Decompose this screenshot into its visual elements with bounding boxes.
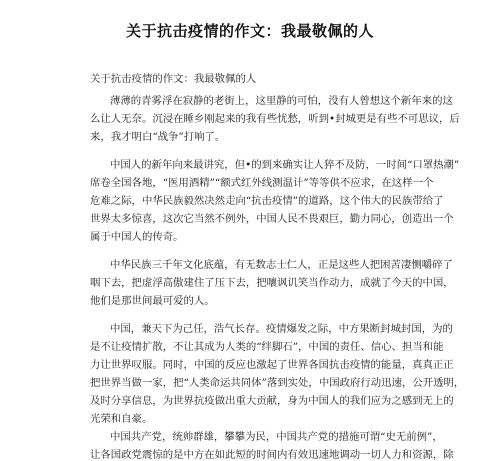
text-line-content: 么让人无奈。沉浸在睡乡刚起来的我有些忧愁，听到•封城更是有些不可思议，后 bbox=[90, 113, 460, 125]
text-line-content: 世界太多惊喜，这次它当然不例外，中国人民不畏艰巨，勤力同心，创造出一个 bbox=[90, 213, 454, 225]
text-line-content: 中国人的新年向来最讲究，但•的到来确实让人猝不及防，一时间“口罩热潮” bbox=[110, 159, 460, 171]
text-line-content: 他们是那世间最可爱的人。 bbox=[90, 295, 215, 307]
text-line-content: 咽下去，把虚浮高傲建住了压下去，把嚷讽讥笑当作动力，成就了今天的中国， bbox=[90, 277, 454, 289]
text-line-content: 及时分享信息，为世界抗疫做出重大贡献，身为中国人的我们应为之感到无上的 bbox=[90, 395, 454, 407]
text-line-content: 中国共产党，统帅群雄，攀攀为民，中国共产党的措施可谓“史无前例”， bbox=[110, 431, 443, 443]
subtitle: 关于抗击疫情的作文：我最敬佩的人 bbox=[90, 73, 257, 85]
text-line-content: 来，我才明白“战争”打响了。 bbox=[90, 131, 226, 143]
text-line-content: 危难之际，中华民族毅然决然走向“抗击疫情”的道路，这个伟大的民族带给了 bbox=[90, 195, 444, 207]
text-line-content: 中国，兼天下为己任，浩气长存。疫情爆发之际，中方果断封城封国，为的 bbox=[110, 323, 453, 335]
text-line-content: 是不让疫情扩散，不让其成为人类的“绊脚石”，中国的责任、信心、担当和能 bbox=[90, 341, 444, 353]
page-title: 关于抗击疫情的作文：我最敬佩的人 bbox=[125, 22, 374, 40]
text-line-content: 中华民族三千年文化底蕴，有无数志士仁人，正是这些人把困苦凄恻嚼碎了 bbox=[110, 259, 453, 271]
text-line-content: 让各国政党震惊的是中方在如此短的时间内有效迅速地调动一切人力和资源，除 bbox=[90, 449, 454, 461]
text-line-content: 力让世界叹服。同时，中国的反应也激起了世界各国抗击疫情的能量，真真正正 bbox=[90, 359, 454, 371]
text-line-content: 席卷全国各地，“医用酒精”“额式红外线测温计”等等供不应求，在这样一个 bbox=[90, 177, 434, 189]
text-line-content: 属于中国人的传奇。 bbox=[90, 231, 184, 243]
text-line-content: 光荣和自豪。 bbox=[90, 413, 153, 425]
text-line-content: 把世界当做一家，把“人类命运共同体”落到实处，中国政府行动迅速，公开透明， bbox=[90, 377, 465, 389]
text-line-content: 薄薄的青雾浮在寂静的老街上，这里静的可怕，没有人曾想这个新年来的这 bbox=[110, 95, 453, 107]
